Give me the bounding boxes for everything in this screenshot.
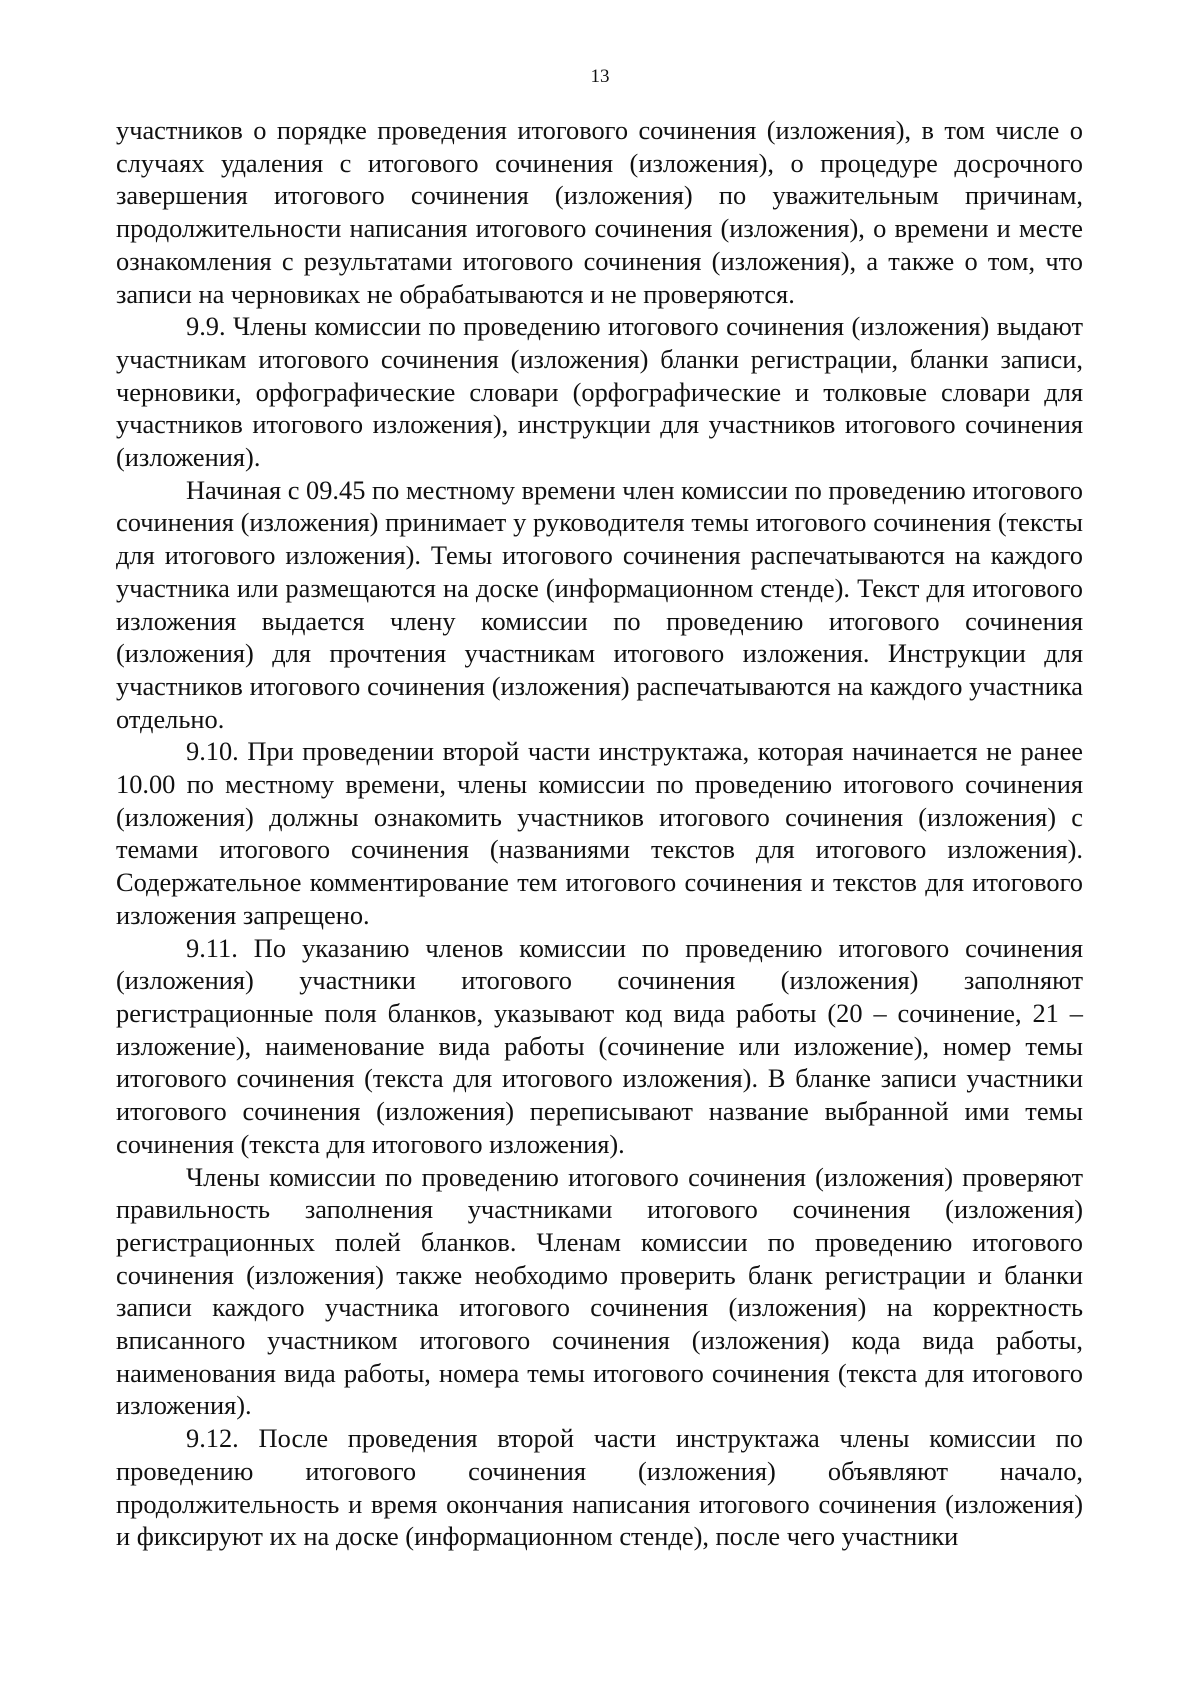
page-number: 13	[590, 66, 610, 87]
paragraph-start-0945: Начиная с 09.45 по местному времени член комиссии по проведению итогового сочинения (изложения) принимает у руководителя темы итогового сочинения (тексты для итогового изложения). Темы итогового сочинения распечатываются на каждого участника или размещаются на доске (информационном стенде). Текст для итогового изложения выдается члену комиссии по проведению итогового сочинения (изложения) для прочтения участникам итогового изложения. Инструкции для участников итогового сочинения (изложения) распечатываются на каждого участника отдельно.	[116, 474, 1083, 734]
paragraph-9-11: 9.11. По указанию членов комиссии по проведению итогового сочинения (изложения) участники итогового сочинения (изложения) заполняют регистрационные поля бланков, указывают код вида работы (20 – сочинение, 21 – изложение), наименование вида работы (сочинение или изложение), номер темы итогового сочинения (текста для итогового изложения). В бланке записи участники итогового сочинения (изложения) переписывают название выбранной ими темы сочинения (текста для итогового изложения).	[116, 932, 1083, 1159]
paragraph-9-10: 9.10. При проведении второй части инструктажа, которая начинается не ранее 10.00 по местному времени, члены комиссии по проведению итогового сочинения (изложения) должны ознакомить участников итогового сочинения (изложения) с темами итогового сочинения (названиями текстов для итогового изложения). Содержательное комментирование тем итогового сочинения и текстов для итогового изложения запрещено.	[116, 736, 1083, 930]
paragraph-9-9: 9.9. Члены комиссии по проведению итогового сочинения (изложения) выдают участникам итогового сочинения (изложения) бланки регистрации, бланки записи, черновики, орфографические словари (орфографические и толковые словари для участников итогового изложения), инструкции для участников итогового сочинения (изложения).	[116, 311, 1083, 473]
paragraph-continuation: участников о порядке проведения итогового сочинения (изложения), в том числе о случаях удаления с итогового сочинения (изложения), о процедуре досрочного завершения итогового сочинения (изложения) по уважительным причинам, продолжительности написания итогового сочинения (изложения), о времени и месте ознакомления с результатами итогового сочинения (изложения), а также о том, что записи на черновиках не обрабатываются и не проверяются.	[116, 115, 1083, 309]
document-body	[116, 114, 1083, 1553]
paragraph-commission-checks: Члены комиссии по проведению итогового сочинения (изложения) проверяют правильность заполнения участниками итогового сочинения (изложения) регистрационных полей бланков. Членам комиссии по проведению итогового сочинения (изложения) также необходимо проверить бланк регистрации и бланки записи каждого участника итогового сочинения (изложения) на корректность вписанного участником итогового сочинения (изложения) кода вида работы, наименования вида работы, номера темы итогового сочинения (текста для итогового изложения).	[116, 1161, 1083, 1421]
paragraph-9-12: 9.12. После проведения второй части инструктажа члены комиссии по проведению итогового сочинения (изложения) объявляют начало, продолжительность и время окончания написания итогового сочинения (изложения) и фиксируют их на доске (информационном стенде), после чего участники	[116, 1423, 1083, 1552]
